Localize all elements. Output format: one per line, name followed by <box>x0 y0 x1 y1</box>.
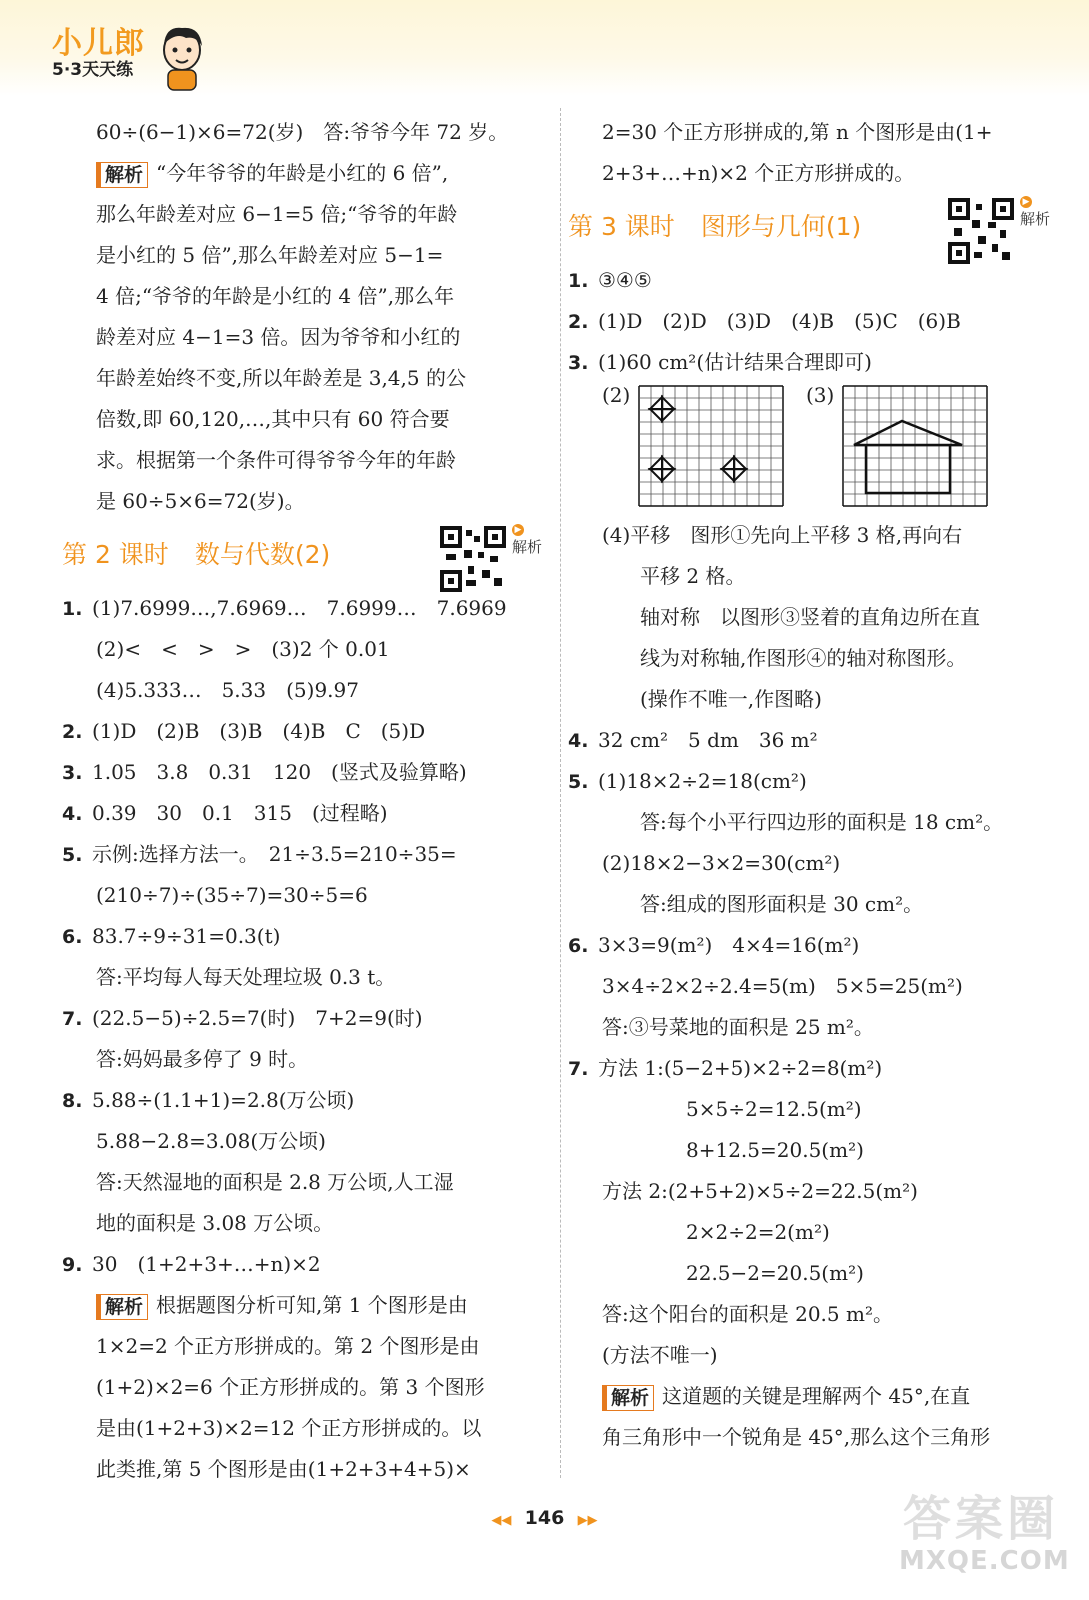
q8-line <box>62 1080 542 1121</box>
q8-line: 答:天然湿地的面积是 2.8 万公顷,人工湿 <box>96 1170 454 1194</box>
analysis-tag: 解析 <box>96 162 148 188</box>
analysis-line <box>62 153 542 194</box>
next-arrows-icon: ▶▶ <box>577 1513 598 1528</box>
r-q1-text: ③④⑤ <box>598 268 652 292</box>
analysis-tag: 解析 <box>96 1294 148 1320</box>
qr-code-icon[interactable] <box>440 526 506 592</box>
q3-text: 1.05 3.8 0.31 120 (竖式及验算略) <box>92 760 467 784</box>
r-q4-line <box>568 720 1048 761</box>
r-q3-4-line: 线为对称轴,作图形④的轴对称图形。 <box>640 646 967 670</box>
q7-text: (22.5−5)÷2.5=7(时) 7+2=9(时) <box>92 1006 423 1030</box>
q1-line: (2)< < > > (3)2 个 0.01 <box>96 637 390 661</box>
q-number: 4. <box>568 730 589 752</box>
qr-label: ▶ 解析 <box>1020 197 1051 228</box>
column-divider <box>560 108 561 1478</box>
r-q7-text: 方法 1:(5−2+5)×2÷2=8(m²) <box>598 1056 883 1080</box>
q-number: 2. <box>568 311 589 333</box>
lesson-topic: 数与代数(2) <box>194 540 331 569</box>
q8-line: 5.88−2.8=3.08(万公顷) <box>96 1129 326 1153</box>
r-q3-text: (1)60 cm²(估计结果合理即可) <box>598 350 872 374</box>
prev-arrows-icon: ◀◀ <box>491 1513 512 1528</box>
r-q2-line <box>568 301 1048 342</box>
r-q2-text: (1)D (2)D (3)D (4)B (5)C (6)B <box>598 309 961 333</box>
grid-figure-3 <box>842 385 988 509</box>
logo-subtitle: 5·3天天练 <box>52 60 134 80</box>
q6-line: 答:平均每人每天处理垃圾 0.3 t。 <box>96 965 396 989</box>
q-number: 5. <box>568 771 589 793</box>
q1-line <box>62 588 542 629</box>
q2-text: (1)D (2)B (3)B (4)B C (5)D <box>92 719 426 743</box>
page-number-text: 146 <box>524 1507 565 1529</box>
lesson-topic: 图形与几何(1) <box>700 212 862 241</box>
q-number: 6. <box>62 926 83 948</box>
q9-analysis-line <box>62 1285 542 1326</box>
analysis-line: 是 60÷5×6=72(岁)。 <box>96 489 305 513</box>
r-q5-line: 答:组成的图形面积是 30 cm²。 <box>640 892 924 916</box>
r-q7-line: 5×5÷2=12.5(m²) <box>686 1097 862 1121</box>
q4-text: 0.39 30 0.1 315 (过程略) <box>92 801 388 825</box>
watermark-title: 答案圈 <box>903 1491 1060 1547</box>
r-q3-4-line: 轴对称 以图形③竖着的直角边所在直 <box>640 605 980 629</box>
q7-line <box>62 998 542 1039</box>
q-number: 8. <box>62 1090 83 1112</box>
q-number: 9. <box>62 1254 83 1276</box>
q9-analysis-line: 1×2=2 个正方形拼成的。第 2 个图形是由 <box>96 1334 480 1358</box>
r-analysis-line <box>568 1376 1048 1417</box>
r-q6-line: 答:③号菜地的面积是 25 m²。 <box>602 1015 874 1039</box>
watermark <box>893 1480 1070 1590</box>
r-q7-line: (方法不唯一) <box>602 1343 718 1367</box>
q-number: 3. <box>568 352 589 374</box>
q-number: 7. <box>568 1058 589 1080</box>
r-q7-line: 22.5−2=20.5(m²) <box>686 1261 864 1285</box>
r-q5-line: 答:每个小平行四边形的面积是 18 cm²。 <box>640 810 1004 834</box>
q4-line <box>62 793 542 834</box>
lesson-number: 第 3 课时 <box>568 212 675 241</box>
q5-line: (210÷7)÷(35÷7)=30÷5=6 <box>96 883 368 907</box>
analysis-line: 是小红的 5 倍”,那么年龄差对应 5−1= <box>96 243 444 267</box>
q9-analysis-line: (1+2)×2=6 个正方形拼成的。第 3 个图形 <box>96 1375 485 1399</box>
q6-line <box>62 916 542 957</box>
q8-text: 5.88÷(1.1+1)=2.8(万公顷) <box>92 1088 355 1112</box>
analysis-line: 求。根据第一个条件可得爷爷今年的年龄 <box>96 448 456 472</box>
intro-line: 60÷(6−1)×6=72(岁) 答:爷爷今年 72 岁。 <box>96 120 509 144</box>
q-number: 5. <box>62 844 83 866</box>
section-heading-lesson3 <box>568 194 1051 260</box>
q1-line: (4)5.333… 5.33 (5)9.97 <box>96 678 359 702</box>
r-q5-line <box>568 761 1048 802</box>
q-number: 1. <box>62 598 83 620</box>
grid-lines <box>639 386 783 506</box>
continued-line: 2+3+…+n)×2 个正方形拼成的。 <box>602 161 915 185</box>
r-q3-4-line: 平移 2 格。 <box>640 564 746 588</box>
analysis-line: 年龄差始终不变,所以年龄差是 3,4,5 的公 <box>96 366 466 390</box>
q5-text: 示例:选择方法一。 21÷3.5=210÷35= <box>92 842 457 866</box>
r-q3-4-line: (操作不唯一,作图略) <box>640 687 822 711</box>
r-q4-text: 32 cm² 5 dm 36 m² <box>598 728 818 752</box>
r-q6-line: 3×4÷2×2÷2.4=5(m) 5×5=25(m²) <box>602 974 963 998</box>
r-q7-line: 8+12.5=20.5(m²) <box>686 1138 864 1162</box>
figures-row <box>568 383 1048 515</box>
analysis-line: 那么年龄差对应 6−1=5 倍;“爷爷的年龄 <box>96 202 458 226</box>
analysis-line: 倍数,即 60,120,…,其中只有 60 符合要 <box>96 407 450 431</box>
mascot-boy-icon <box>156 22 208 94</box>
q-number: 6. <box>568 935 589 957</box>
logo <box>52 28 145 80</box>
q1-text: (1)7.6999…,7.6969… 7.6999… 7.6969 <box>92 596 507 620</box>
q7-line: 答:妈妈最多停了 9 时。 <box>96 1047 309 1071</box>
r-q3-line <box>568 342 1048 383</box>
analysis-line: 龄差对应 4−1=3 倍。因为爷爷和小红的 <box>96 325 461 349</box>
q2-line <box>62 711 542 752</box>
r-q7-line: 2×2÷2=2(m²) <box>686 1220 830 1244</box>
analysis-text: 根据题图分析可知,第 1 个图形是由 <box>156 1293 468 1317</box>
q-number: 1. <box>568 270 589 292</box>
section-heading-lesson2 <box>62 522 542 588</box>
r-q7-line: 答:这个阳台的面积是 20.5 m²。 <box>602 1302 893 1326</box>
q8-line: 地的面积是 3.08 万公顷。 <box>96 1211 334 1235</box>
right-column <box>568 112 1051 1458</box>
q9-analysis-line: 此类推,第 5 个图形是由(1+2+3+4+5)× <box>96 1457 471 1481</box>
q-number: 7. <box>62 1008 83 1030</box>
r-q6-text: 3×3=9(m²) 4×4=16(m²) <box>598 933 860 957</box>
q5-line <box>62 834 542 875</box>
r-q3-4-line: (4)平移 图形①先向上平移 3 格,再向右 <box>602 523 963 547</box>
q9-line <box>62 1244 542 1285</box>
figure-2-label: (2) <box>602 383 631 407</box>
logo-title: 小儿郎 <box>52 26 145 61</box>
r-q1-line <box>568 260 1048 301</box>
qr-code-icon[interactable] <box>948 198 1014 264</box>
q-number: 4. <box>62 803 83 825</box>
analysis-line: 4 倍;“爷爷的年龄是小红的 4 倍”,那么年 <box>96 284 455 308</box>
q9-text: 30 (1+2+3+…+n)×2 <box>92 1252 321 1276</box>
grid-figure-2 <box>638 385 784 509</box>
analysis-text: 这道题的关键是理解两个 45°,在直 <box>662 1384 971 1408</box>
left-column <box>62 112 542 1490</box>
qr-label-text: 解析 <box>512 538 543 556</box>
r-analysis-line: 角三角形中一个锐角是 45°,那么这个三角形 <box>602 1425 991 1449</box>
analysis-tag: 解析 <box>602 1385 654 1411</box>
q3-line <box>62 752 542 793</box>
watermark-url: MXQE.COM <box>899 1546 1070 1576</box>
qr-label: ▶ 解析 <box>512 525 543 556</box>
figure-3-label: (3) <box>806 383 835 407</box>
r-q7-line: 方法 2:(2+5+2)×5÷2=22.5(m²) <box>602 1179 918 1203</box>
q9-analysis-line: 是由(1+2+3)×2=12 个正方形拼成的。以 <box>96 1416 482 1440</box>
qr-label-text: 解析 <box>1020 210 1051 228</box>
r-q5-text: (1)18×2÷2=18(cm²) <box>598 769 807 793</box>
q-number: 2. <box>62 721 83 743</box>
lesson-number: 第 2 课时 <box>62 540 169 569</box>
r-q7-line <box>568 1048 1048 1089</box>
q-number: 3. <box>62 762 83 784</box>
analysis-text: “今年爷爷的年龄是小红的 6 倍”, <box>156 161 449 185</box>
r-q5-line: (2)18×2−3×2=30(cm²) <box>602 851 841 875</box>
continued-line: 2=30 个正方形拼成的,第 n 个图形是由(1+ <box>602 120 993 144</box>
q6-text: 83.7÷9÷31=0.3(t) <box>92 924 281 948</box>
r-q6-line <box>568 925 1048 966</box>
